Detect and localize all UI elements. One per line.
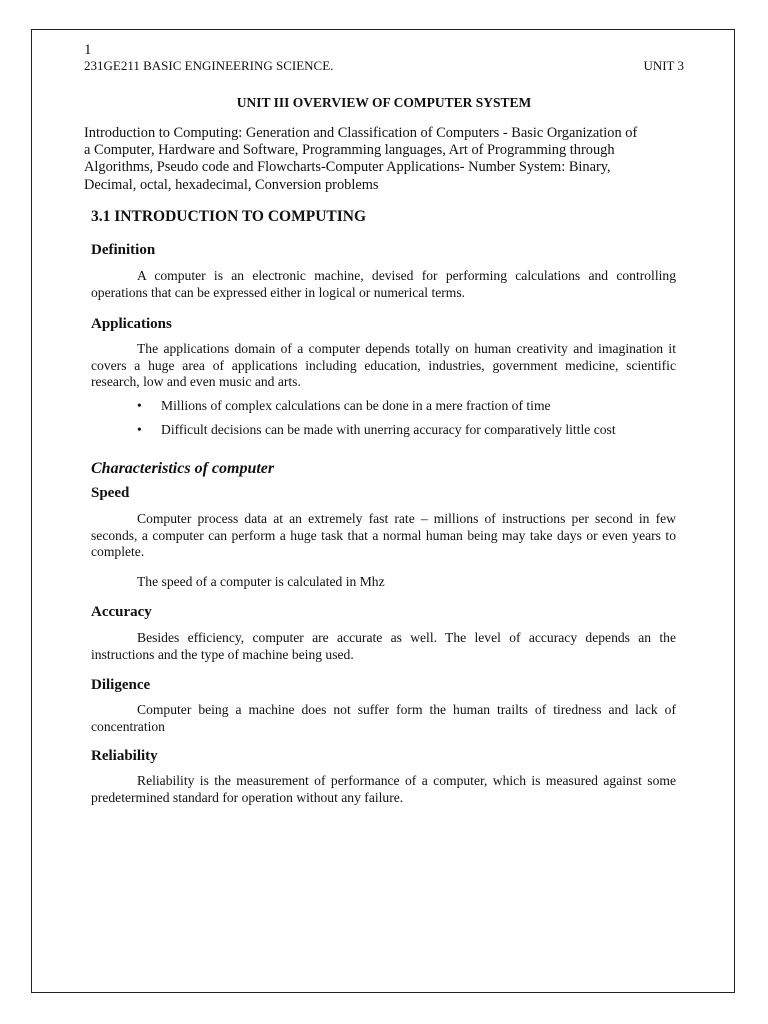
bullet-text: Millions of complex calculations can be done in a mere fraction of time [161,398,551,413]
unit-title: UNIT III OVERVIEW OF COMPUTER SYSTEM [236,95,532,110]
speed-heading: Speed [91,485,130,501]
unit-header: UNIT 3 [643,58,684,73]
bullet-icon: • [137,421,142,437]
reliability-heading: Reliability [91,748,158,764]
characteristics-heading: Characteristics of computer [91,460,275,477]
course-header: 231GE211 BASIC ENGINEERING SCIENCE. [84,58,334,73]
reliability-text: Reliability is the measurement of performance of a computer, which is measured against some predetermined standard for operation without any failure. [91,773,676,805]
intro-line: a Computer, Hardware and Software, Programming languages, Art of Programming through [84,142,615,159]
accuracy-heading: Accuracy [91,604,152,620]
definition-heading: Definition [91,242,156,258]
diligence-text: Computer being a machine does not suffer form the human trailts of tiredness and lack of concentration [91,702,676,734]
diligence-heading: Diligence [91,677,151,693]
speed-note: The speed of a computer is calculated in Mhz [137,574,385,589]
applications-bullet-list [91,398,691,446]
list-item [91,398,691,415]
accuracy-text: Besides efficiency, computer are accurate as well. The level of accuracy depends an the instructions and the type of machine being used. [91,630,676,662]
section-title: 3.1 INTRODUCTION TO COMPUTING [91,208,367,225]
page-number: 1 [84,42,92,58]
bullet-text: Difficult decisions can be made with unerring accuracy for comparatively little cost [161,421,616,437]
definition-text: A computer is an electronic machine, devised for performing calculations and controlling operations that can be expressed either in logical or numerical terms. [91,268,676,300]
list-item [91,422,691,439]
applications-heading: Applications [91,316,172,332]
intro-line: Introduction to Computing: Generation and Classification of Computers - Basic Organization of [84,125,638,141]
intro-paragraph [84,125,684,194]
speed-text: Computer process data at an extremely fast rate – millions of instructions per second in few seconds, a computer can perform a huge task that a normal human being may take days or even years to complete. [91,511,676,560]
intro-line: Algorithms, Pseudo code and Flowcharts-Computer Applications- Number System: Binary, [84,159,611,176]
intro-line: Decimal, octal, hexadecimal, Conversion problems [84,176,379,193]
applications-text: The applications domain of a computer depends totally on human creativity and imagination it covers a huge area of applications including education, industries, government medicine, scientific research, low and even music and arts. [91,341,676,390]
bullet-icon: • [137,398,142,413]
